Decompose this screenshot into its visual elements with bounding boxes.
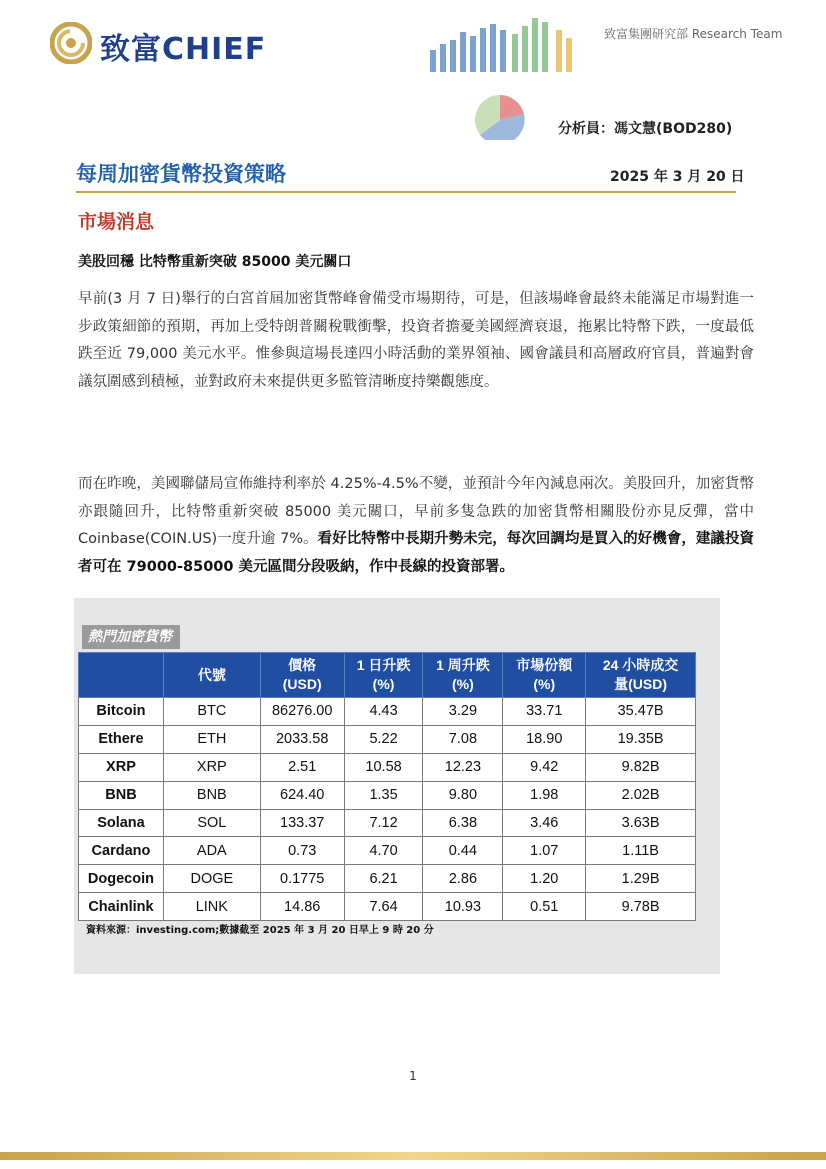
table-row (79, 753, 696, 781)
table-cell: 1.98 (503, 781, 586, 809)
column-header: 價格 (USD) (260, 653, 344, 698)
brand-name: 致富CHIEF (100, 32, 267, 67)
table-cell: 12.23 (423, 753, 503, 781)
table-cell: 1.29B (586, 865, 696, 893)
column-header: 1 日升跌 (%) (344, 653, 423, 698)
table-cell: 9.80 (423, 781, 503, 809)
table-cell: 2.86 (423, 865, 503, 893)
company-logo (50, 20, 320, 66)
column-header: 代號 (163, 653, 260, 698)
table-cell: 6.21 (344, 865, 423, 893)
table-cell: Solana (79, 809, 164, 837)
section-title: 市場消息 (78, 211, 155, 233)
headline: 美股回穩 比特幣重新突破 85000 美元關口 (78, 254, 352, 270)
column-header: 1 周升跌 (%) (423, 653, 503, 698)
table-cell: ADA (163, 837, 260, 865)
table-cell: Ethere (79, 725, 164, 753)
table-cell: XRP (79, 753, 164, 781)
table-cell: 1.20 (503, 865, 586, 893)
table-cell: Bitcoin (79, 698, 164, 726)
table-cell: 0.51 (503, 893, 586, 921)
table-cell: Chainlink (79, 893, 164, 921)
table-cell: 5.22 (344, 725, 423, 753)
table-cell: 18.90 (503, 725, 586, 753)
table-row (79, 698, 696, 726)
table-cell: 7.64 (344, 893, 423, 921)
crypto-table (78, 652, 696, 921)
table-cell: ETH (163, 725, 260, 753)
table-cell: Cardano (79, 837, 164, 865)
table-row (79, 781, 696, 809)
table-cell: 35.47B (586, 698, 696, 726)
paragraph-2 (78, 471, 754, 581)
table-cell: BNB (163, 781, 260, 809)
table-cell: 2.51 (260, 753, 344, 781)
table-row (79, 725, 696, 753)
table-cell: 7.12 (344, 809, 423, 837)
table-cell: 14.86 (260, 893, 344, 921)
chief-swirl-icon (50, 22, 92, 64)
table-cell: 9.78B (586, 893, 696, 921)
footer-bar (0, 1152, 826, 1160)
table-cell: 624.40 (260, 781, 344, 809)
table-title: 熱門加密貨幣 (82, 625, 180, 649)
table-cell: BNB (79, 781, 164, 809)
table-cell: 0.73 (260, 837, 344, 865)
table-cell: 2033.58 (260, 725, 344, 753)
title-divider (76, 191, 736, 193)
table-cell: XRP (163, 753, 260, 781)
table-cell: 3.63B (586, 809, 696, 837)
table-cell: 1.11B (586, 837, 696, 865)
table-cell: 33.71 (503, 698, 586, 726)
table-cell: 10.93 (423, 893, 503, 921)
table-cell: 3.29 (423, 698, 503, 726)
table-cell: 1.35 (344, 781, 423, 809)
table-cell: LINK (163, 893, 260, 921)
paragraph-2-highlight: 看好比特幣中長期升勢未完，每次回調均是買入的好機會，建議投資者可在 79000-85000 美元區間分段吸納，作中長線的投資部署。 (78, 531, 755, 575)
research-team-label: 致富集團研究部 Research Team (604, 27, 783, 41)
column-header: 24 小時成交 量(USD) (586, 653, 696, 698)
table-cell: 4.70 (344, 837, 423, 865)
table-cell: 9.42 (503, 753, 586, 781)
table-cell: 10.58 (344, 753, 423, 781)
table-cell: DOGE (163, 865, 260, 893)
table-header-row (79, 653, 696, 698)
table-cell: 133.37 (260, 809, 344, 837)
column-header (79, 653, 164, 698)
table-cell: BTC (163, 698, 260, 726)
paragraph-2-text: 而在昨晚，美國聯儲局宣佈維持利率於 4.25%-4.5%不變，並預計今年內減息兩次。美股回升，加密貨幣亦跟隨回升，比特幣重新突破 85000 美元關口，早前多隻急跌的加密貨幣相關股份亦見反彈，當中 Coinbase(COIN.US)一度升逾 7%。 (78, 476, 754, 547)
table-row (79, 809, 696, 837)
column-header: 市場份額 (%) (503, 653, 586, 698)
table-cell: 9.82B (586, 753, 696, 781)
table-cell: SOL (163, 809, 260, 837)
table-cell: 0.1775 (260, 865, 344, 893)
table-cell: 1.07 (503, 837, 586, 865)
table-body (79, 698, 696, 921)
page-number: 1 (409, 1069, 417, 1083)
report-date: 2025 年 3 月 20 日 (610, 169, 745, 185)
table-row (79, 837, 696, 865)
table-cell: 3.46 (503, 809, 586, 837)
table-cell: 4.43 (344, 698, 423, 726)
report-title: 每周加密貨幣投資策略 (76, 162, 286, 186)
data-source: 資料來源：investing.com;數據截至 2025 年 3 月 20 日早上 9 時 20 分 (86, 925, 434, 936)
table-cell: 86276.00 (260, 698, 344, 726)
table-cell: 0.44 (423, 837, 503, 865)
paragraph-1: 早前(3 月 7 日)舉行的白宮首屆加密貨幣峰會備受市場期待，可是，但該場峰會最終未能滿足市場對進一步政策細節的預期，再加上受特朗普關稅戰衝擊，投資者擔憂美國經濟衰退，拖累比特幣下跌，一度最低跌至近 79,000 美元水平。惟參與這場長達四小時活動的業界領袖、國會議員和高層政府官員，普遍對會議氛圍感到積極，並對政府未來提供更多監管清晰度持樂觀態度。 (78, 291, 754, 390)
table-cell: 2.02B (586, 781, 696, 809)
table-cell: 7.08 (423, 725, 503, 753)
table-cell: 19.35B (586, 725, 696, 753)
table-cell: Dogecoin (79, 865, 164, 893)
table-row (79, 893, 696, 921)
analyst-name: 分析員：馮文慧(BOD280) (558, 121, 733, 137)
table-row (79, 865, 696, 893)
table-cell: 6.38 (423, 809, 503, 837)
